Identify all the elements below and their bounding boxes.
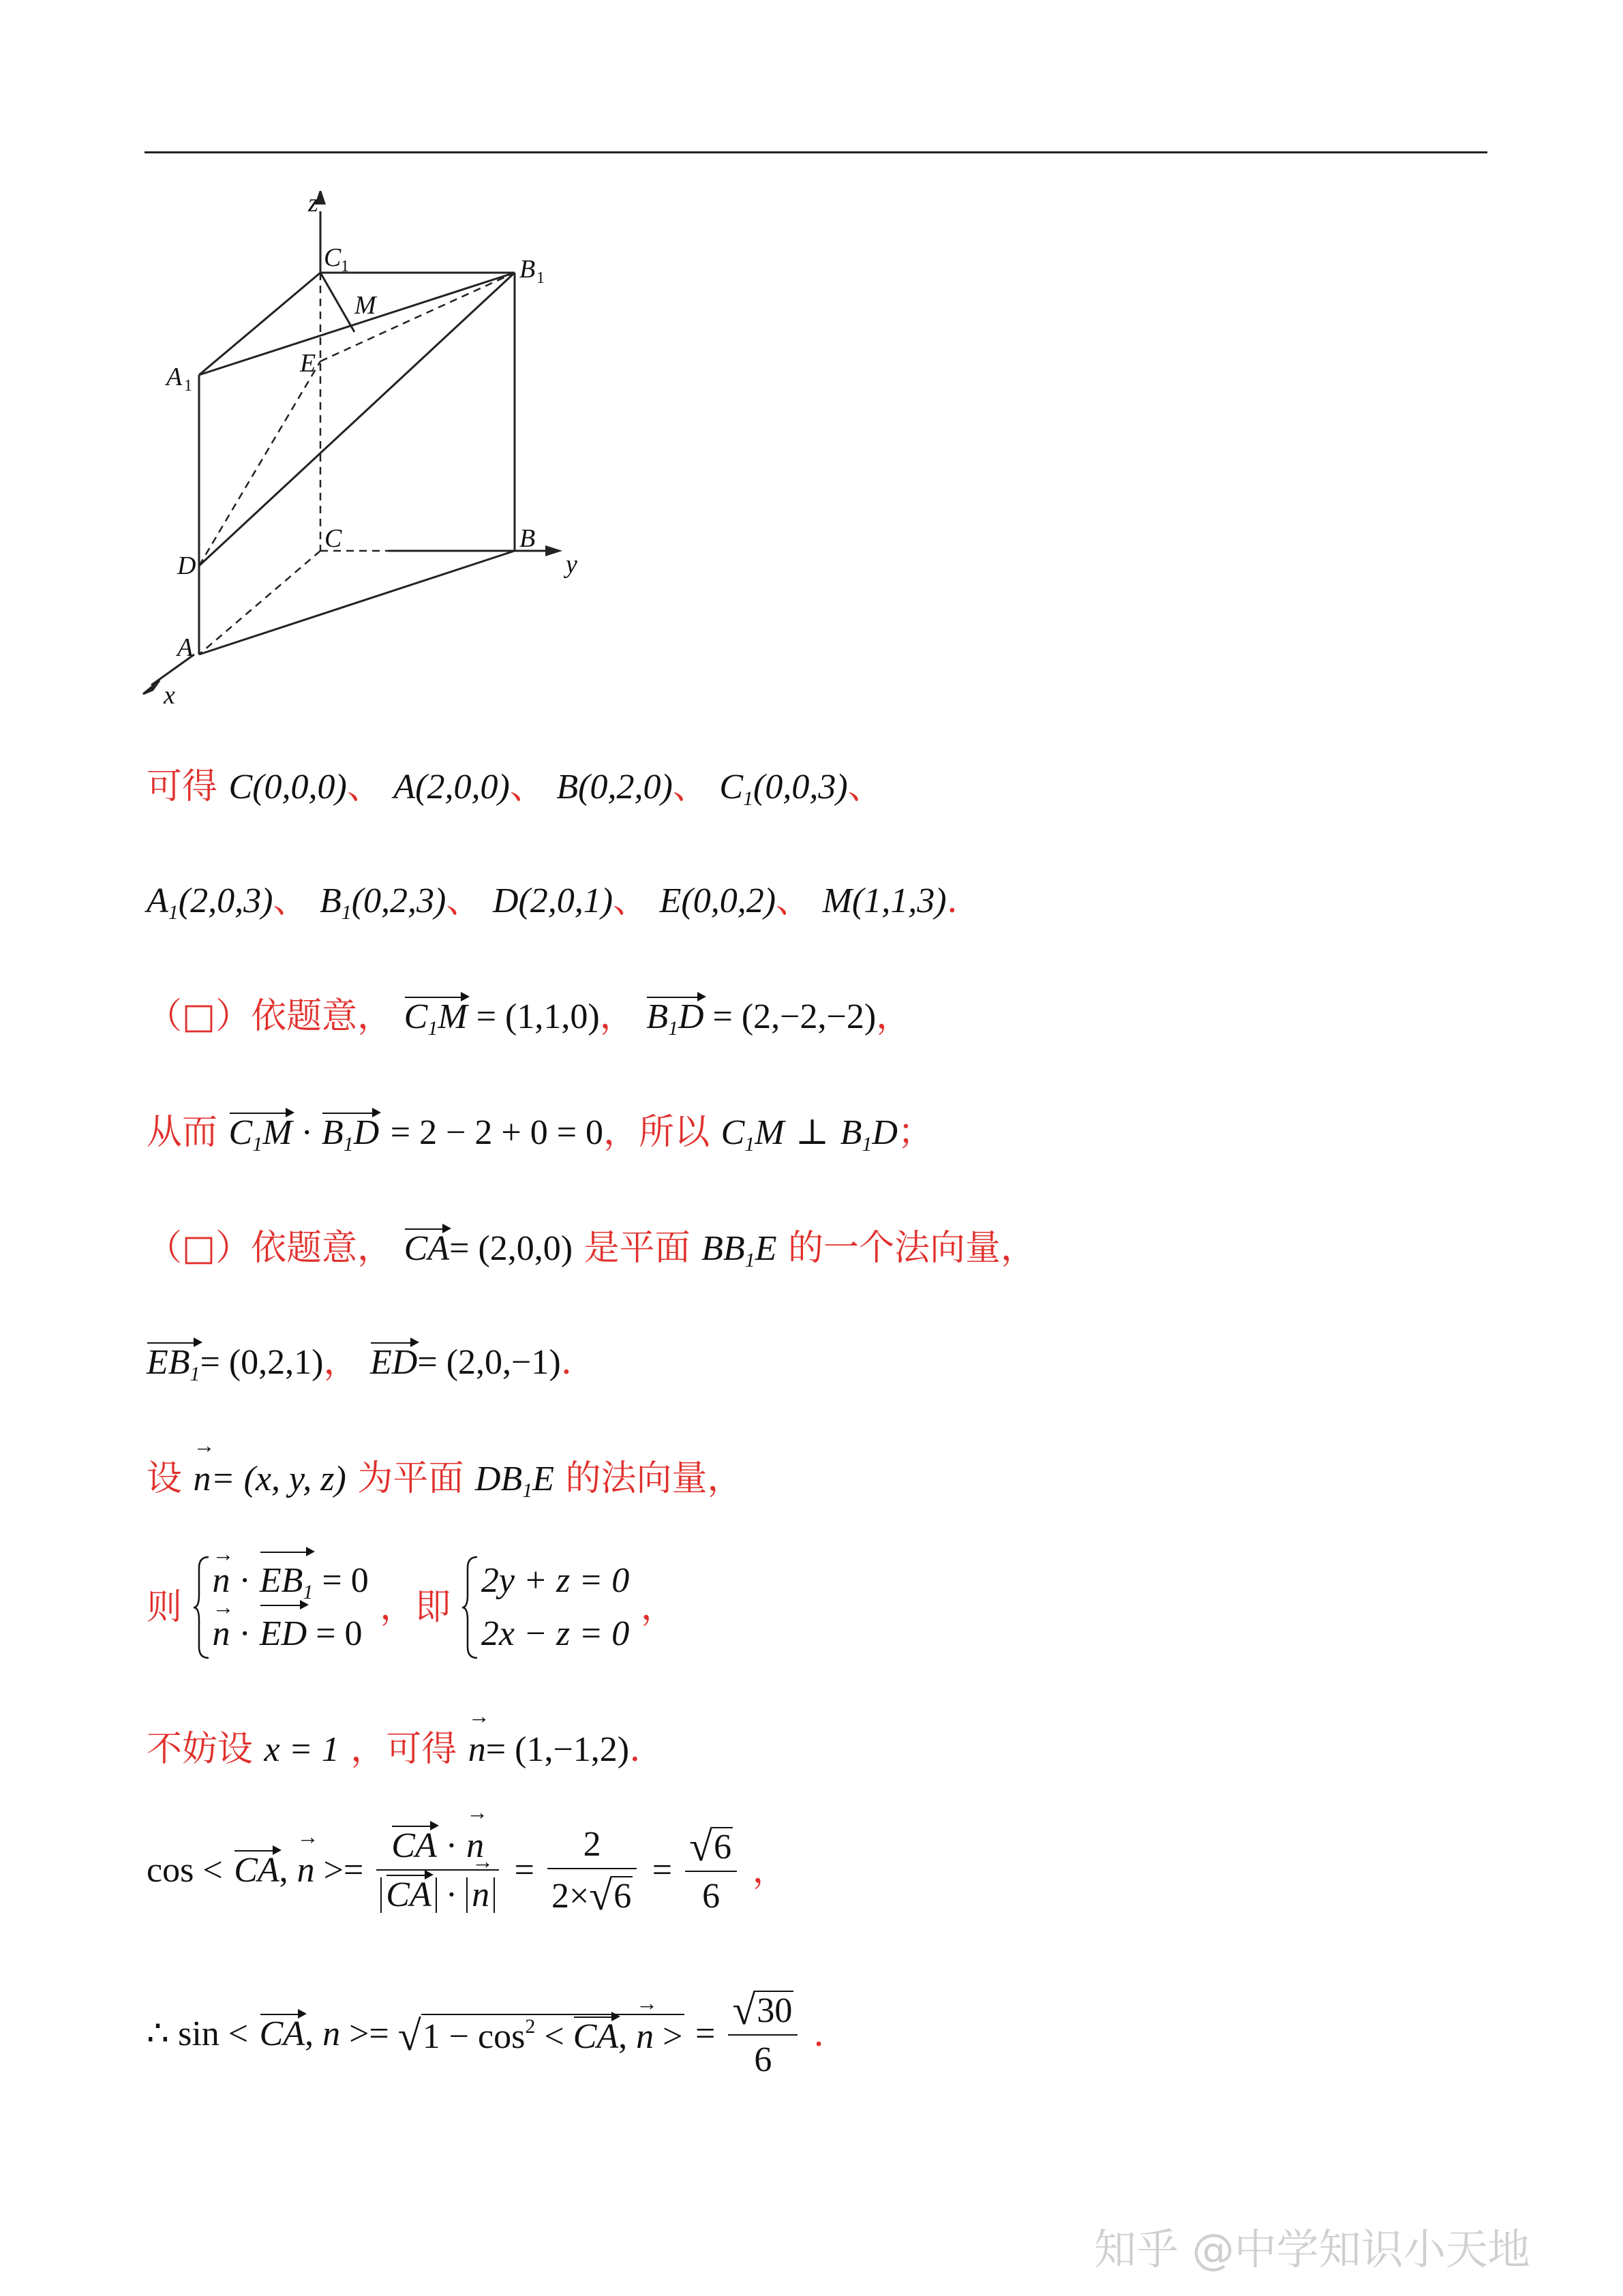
line-coords-2: $A_1(2,0,3)$、 $B_1(0,2,3)$、 D(2,0,1)、 E(0,0,2)、 M(1,1,3).: [147, 880, 958, 924]
line-sin-formula: ∴ sin < CA, n >= √ $1 - \cos^2$ < CA, n → > = √ $\frac{30}{6}$ .: [147, 1991, 824, 2078]
point-a1: $A_1(2,0,3)$: [147, 881, 273, 924]
top-rule: [145, 151, 1487, 153]
label-a1: A: [166, 363, 183, 391]
edge-de-hidden: [199, 361, 320, 566]
line-part1-vectors: （□）依题意， $C_1M = (1,1,0)$， $B_1D = (2,-2,-2)$，: [147, 996, 912, 1040]
label-y: y: [566, 550, 577, 579]
point-b1: $B_1(0,2,3)$: [319, 881, 446, 924]
edge-ca-hidden: [199, 551, 320, 654]
line-set-n: 设 n →= (x, y, z) 为平面 $DB_1E$ 的法向量，: [147, 1461, 743, 1501]
point-d: D(2,0,1): [492, 881, 613, 920]
svg-text:1: 1: [536, 269, 545, 287]
y-arrowhead: [545, 545, 562, 556]
label-b1: B: [519, 255, 536, 284]
edge-c1m: [320, 273, 354, 332]
watermark: 知乎 @中学知识小天地: [1094, 2224, 1530, 2274]
line-coords-1: 可得 C(0,0,0)、 A(2,0,0)、 B(0,2,0)、 $C_1(0,0,3)$、: [147, 766, 883, 810]
label-e: E: [300, 349, 316, 378]
x-arrowhead: [143, 680, 160, 694]
edge-ab: [199, 551, 515, 654]
label-m: M: [354, 291, 376, 320]
label-b: B: [519, 524, 536, 553]
label-c: C: [324, 524, 342, 553]
system-right: 2y + z = 0 2x − z = 0: [462, 1554, 630, 1661]
edge-eb1-hidden: [320, 273, 515, 361]
label-c1: C: [324, 243, 342, 272]
svg-text:1: 1: [341, 258, 349, 275]
point-c1: $C_1(0,0,3)$: [719, 768, 848, 810]
line-eb1-ed: $EB_1= (0,2,1)$， ED= (2,0,−1).: [147, 1342, 573, 1385]
cos-frac-2: $\frac{2}{2\times√ 6}$: [547, 1827, 637, 1914]
line-dot-product: 从而 $C_1M \cdot B_1D = 2 - 2 + 0 = 0$，所以 $C_1M$ ⊥ $B_1D$；: [147, 1112, 933, 1155]
label-a: A: [177, 633, 194, 662]
prism-figure: [136, 191, 613, 723]
point-a: A(2,0,0): [393, 768, 510, 806]
cos-frac-1: $\frac{CA \cdot n \to}{CA \cdot n}$ →: [376, 1828, 499, 1913]
label-d: D: [177, 552, 196, 580]
cos-frac-3: √ $\frac{6}{6}$: [685, 1827, 737, 1914]
edge-a1b1: [199, 273, 515, 375]
line-assume-x: 不妨设 x = 1 ，可得 n →= (1,−1,2).: [147, 1732, 641, 1768]
svg-text:1: 1: [184, 377, 192, 395]
system-left: n → · $EB_1 = 0$ n → · ED = 0: [194, 1554, 369, 1661]
line-cos-formula: cos < CA, n → >= $\frac{CA \cdot n \to}{CA \cdot n}$ → = $\frac{2}{2\times√ 6}$ = √ $\frac{6}{6}$ ，: [147, 1827, 788, 1914]
point-e: E(0,0,2): [659, 881, 776, 920]
sin-frac: √ $\frac{30}{6}$: [728, 1991, 798, 2078]
point-c: C(0,0,0): [228, 768, 347, 806]
point-m: M(1,1,3): [822, 881, 947, 920]
label-x: x: [164, 681, 175, 710]
line-equation-system: 则 n → · $EB_1 = 0$ n → · ED = 0 ，即 2y + z = 0 2x − z = 0 ，: [147, 1554, 676, 1661]
point-b: B(0,2,0): [556, 768, 673, 806]
line-part2-normal: （□）依题意， CA= (2,0,0) 是平面 $BB_1E$ 的一个法向量，: [147, 1228, 1037, 1271]
label-z: z: [308, 191, 318, 217]
